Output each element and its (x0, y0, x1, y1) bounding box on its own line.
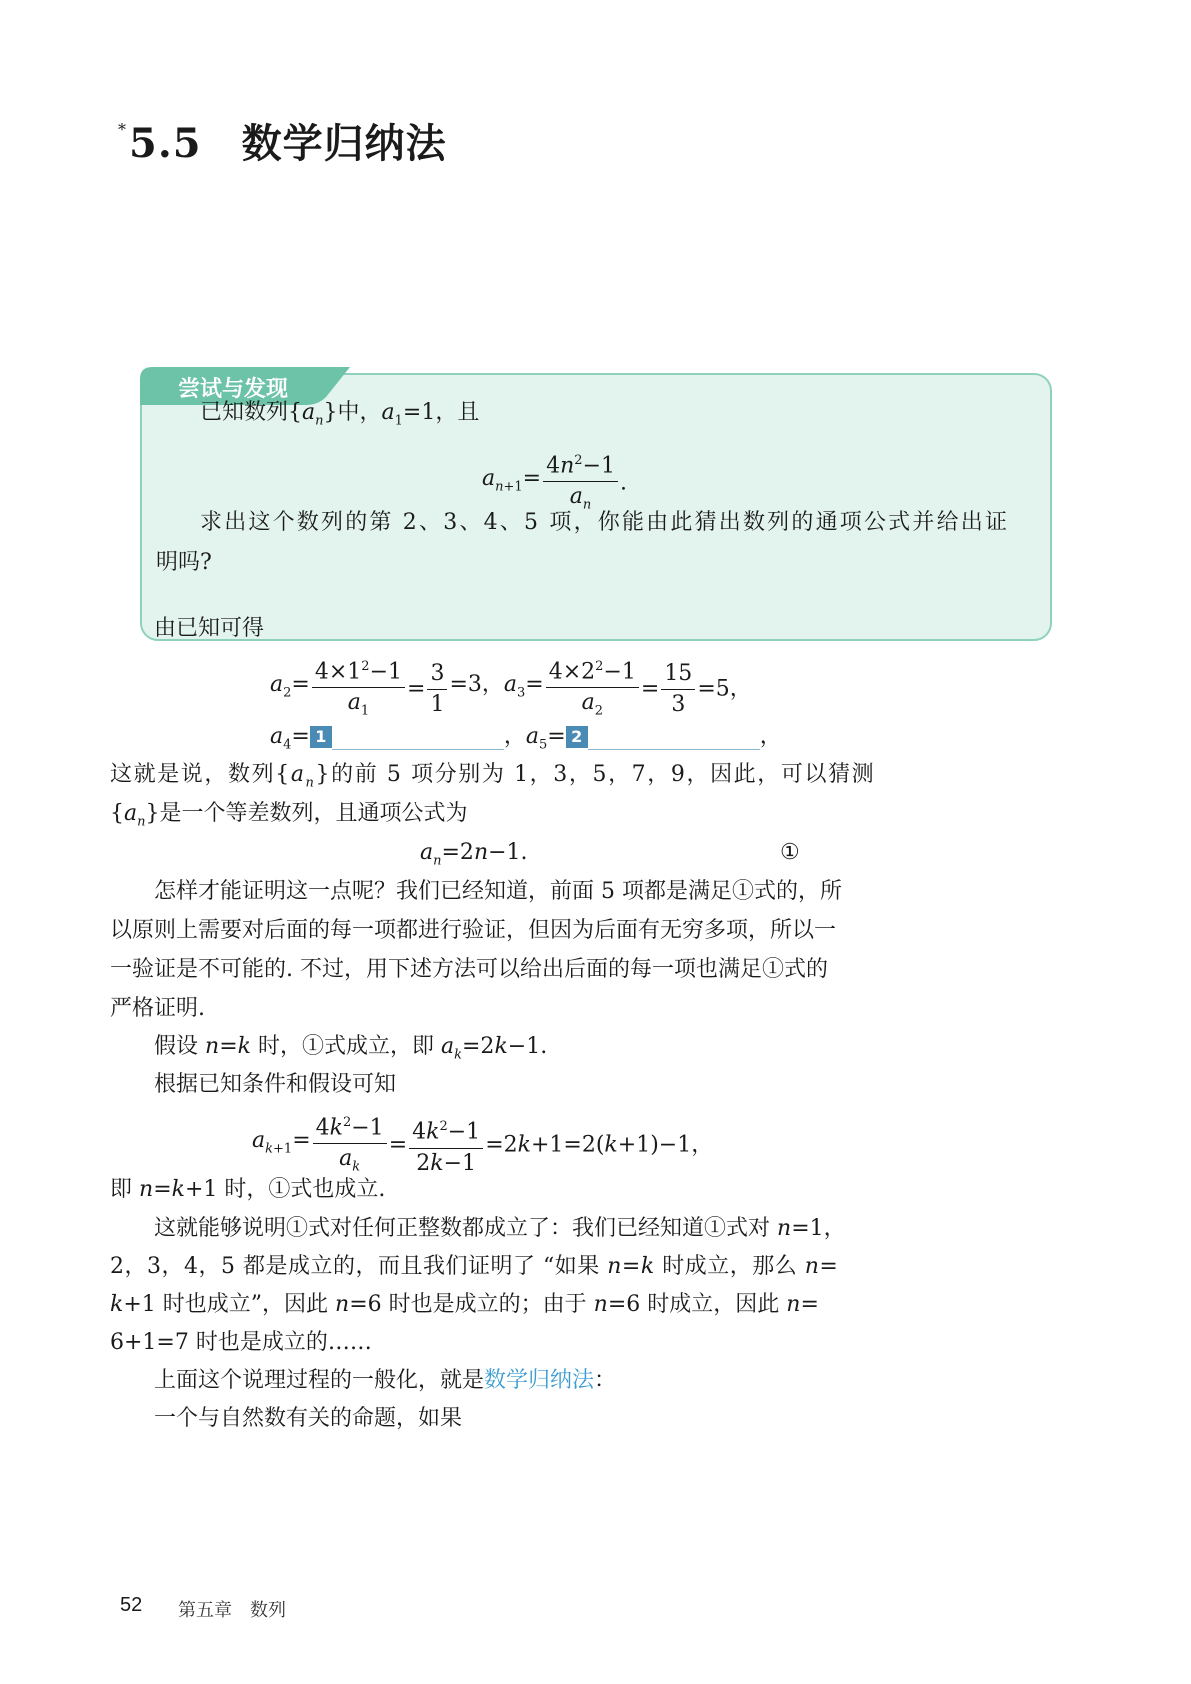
para-9: 一个与自然数有关的命题，如果 (154, 1406, 463, 1431)
section-number: 5.5 (129, 120, 202, 167)
blank-2-marker: 2 (566, 726, 588, 748)
blank-1-marker: 1 (310, 726, 332, 748)
chapter-label: 第五章 数列 (178, 1600, 286, 1621)
eq-a4-a5: $a_4= 1$ ，$a_5= 2$ ， (270, 724, 782, 753)
para-assume: 假设 n=k 时，①式成立，即 $a_k=2k-1$. (154, 1034, 548, 1063)
panel-line-3b: 明吗? (156, 550, 212, 575)
panel-line-3a: 求出这个数列的第 2、3、4、5 项，你能由此猜出数列的通项公式并给出证 (200, 510, 1010, 535)
panel-formula: $a_{n+1}=$ $\frac{4n^2-1}{a_n}$ . (482, 446, 627, 521)
para-8: 上面这个说理过程的一般化，就是数学归纳法： (154, 1368, 617, 1393)
term-induction: 数学归纳法 (484, 1368, 595, 1393)
para-7a: 这就能够说明①式对任何正整数都成立了：我们已经知道①式对 n=1， (154, 1216, 846, 1241)
section-title (118, 112, 447, 169)
eq-general-term: $a_n=2n-1$. (420, 840, 528, 869)
para-3a: 怎样才能证明这一点呢？我们已经知道，前面 5 项都是满足①式的，所 (154, 879, 842, 904)
eq-marker-1: ① (780, 840, 800, 865)
panel-line-1: 已知数列$\{a_n\}$中，$a_1=1$，且 (200, 400, 480, 429)
para-2b: $\{a_n\}$是一个等差数列，且通项公式为 (110, 801, 468, 830)
eq-induction-step: $a_{k+1}=$ $\frac{4k^2-1}{a_k}$ = $\frac{4k^2-1}{2k-1}$ =2k+1=2(k+1)−1， (252, 1108, 713, 1183)
blank-2-input[interactable] (588, 725, 760, 750)
section-name: 数学归纳法 (241, 120, 447, 167)
para-2a: 这就是说，数列$\{a_n\}$的前 5 项分别为 1，3，5，7，9，因此，可以猜测 (110, 762, 876, 791)
page-number: 52 (120, 1594, 143, 1616)
eq-a2-a3: $a_2=$ $\frac{4\times 1^2-1}{a_1}$ = $\frac{3}{1}$ =3，$a_3=$ $\frac{4\times 2^2-1}{a_2}$ = $\frac{15}{3}$ =5， (270, 652, 752, 727)
blank-1-input[interactable] (332, 725, 504, 750)
para-6: 即 n=k+1 时，①式也成立. (110, 1177, 386, 1202)
para-7c: k+1 时也成立”，因此 n=6 时也是成立的；由于 n=6 时成立，因此 n= (110, 1292, 819, 1317)
para-7b: 2，3，4，5 都是成立的，而且我们证明了 “如果 n=k 时成立，那么 n= (110, 1254, 839, 1279)
optional-mark: * (118, 120, 127, 139)
para-derive: 由已知可得 (154, 616, 265, 641)
para-3b: 以原则上需要对后面的每一项都进行验证，但因为后面有无穷多项，所以一 (110, 918, 837, 943)
para-3d: 严格证明. (110, 996, 205, 1021)
para-5: 根据已知条件和假设可知 (154, 1072, 397, 1097)
para-3c: 一验证是不可能的. 不过，用下述方法可以给出后面的每一项也满足①式的 (110, 957, 828, 982)
panel-tab-label: 尝试与发现 (178, 377, 289, 402)
para-7d: 6+1=7 时也是成立的…… (110, 1330, 372, 1355)
